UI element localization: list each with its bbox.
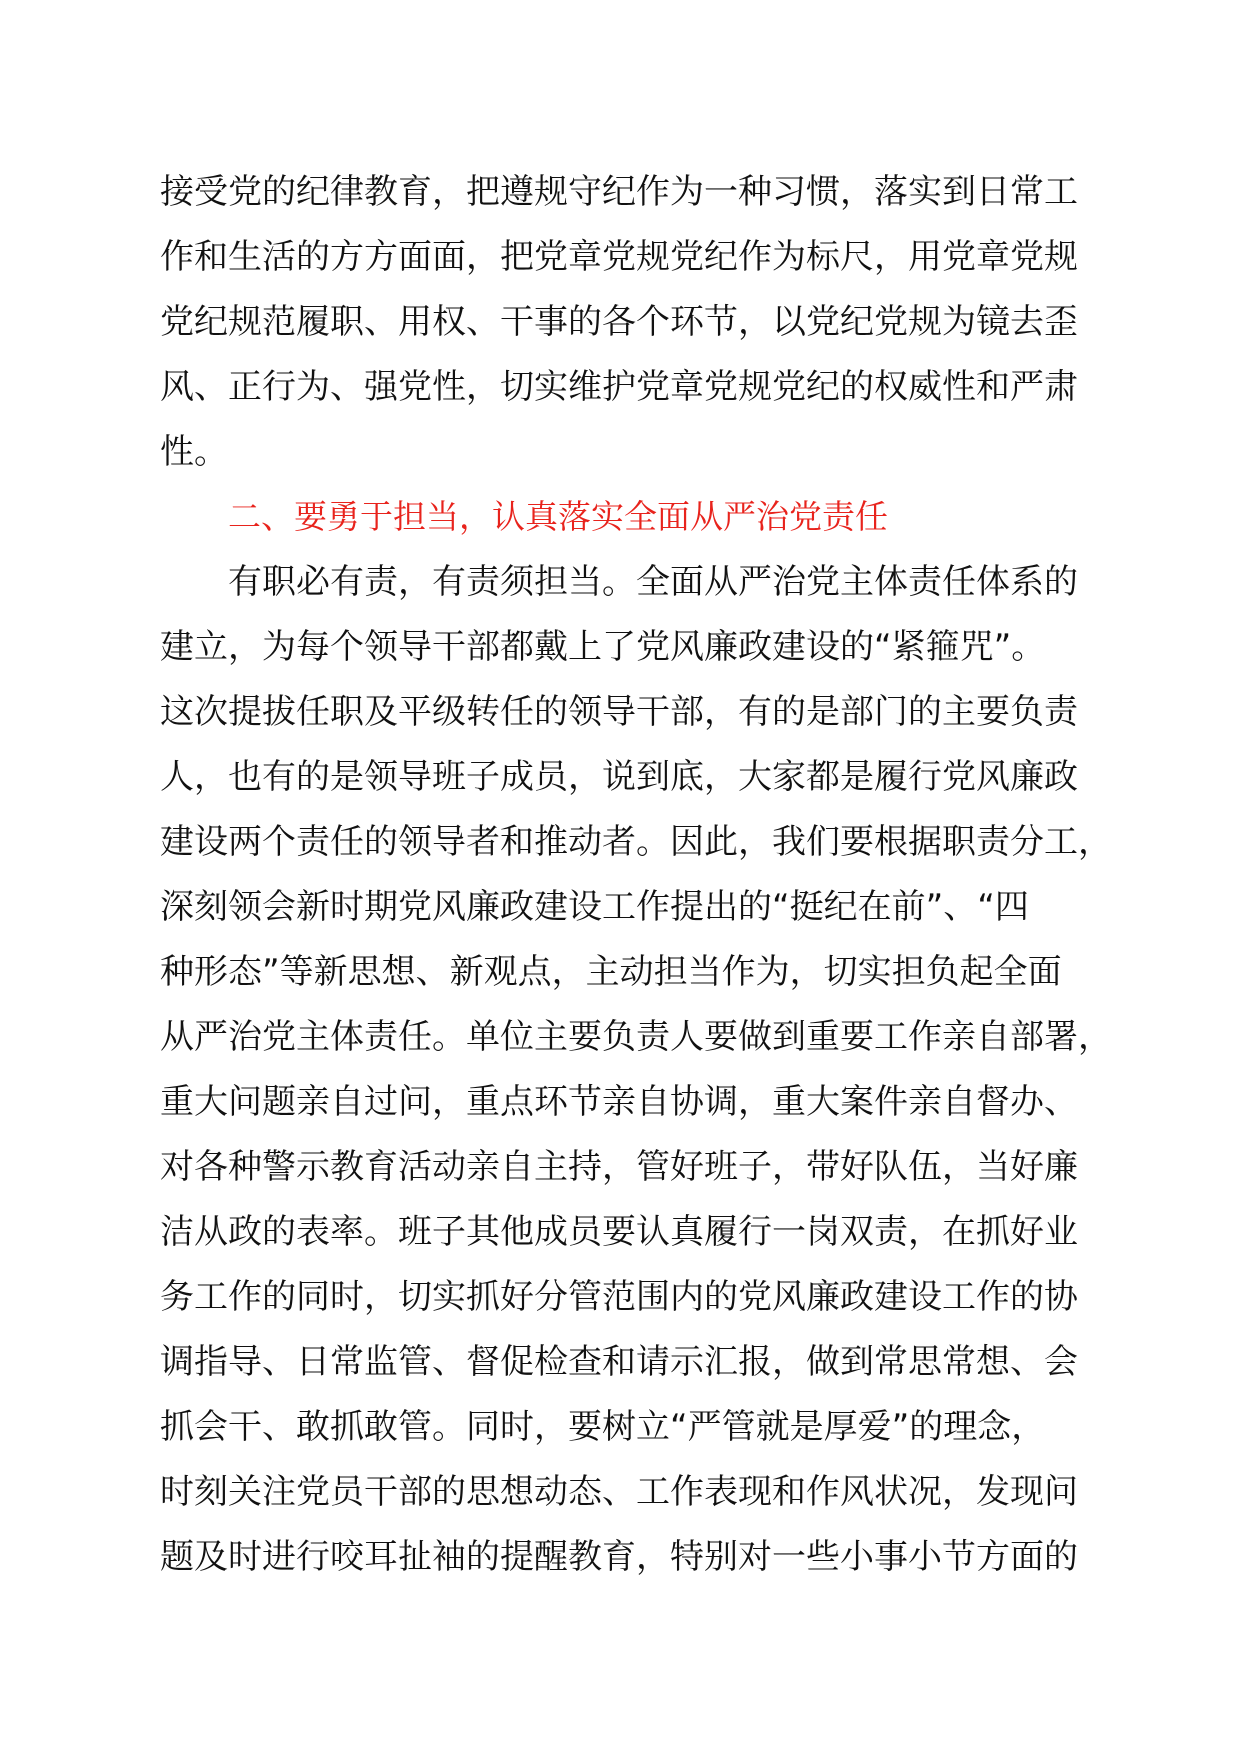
paragraph-2-line-12: 务工作的同时，切实抓好分管范围内的党风廉政建设工作的协 — [160, 1277, 1078, 1317]
paragraph-2-line-6: 深刻领会新时期党风廉政建设工作提出的“挺纪在前”、“四 — [160, 887, 1029, 927]
paragraph-2-line-10: 对各种警示教育活动亲自主持，管好班子，带好队伍，当好廉 — [160, 1147, 1078, 1187]
paragraph-2-line-16: 题及时进行咬耳扯袖的提醒教育，特别对一些小事小节方面的 — [160, 1537, 1078, 1577]
paragraph-2-line-5: 建设两个责任的领导者和推动者。因此，我们要根据职责分工， — [160, 822, 1112, 862]
paragraph-2-line-3: 这次提拔任职及平级转任的领导干部，有的是部门的主要负责 — [160, 692, 1078, 732]
paragraph-1-line-4: 风、正行为、强党性，切实维护党章党规党纪的权威性和严肃 — [160, 367, 1078, 407]
paragraph-2-line-7: 种形态”等新思想、新观点，主动担当作为，切实担负起全面 — [160, 952, 1062, 992]
paragraph-2-line-4: 人，也有的是领导班子成员，说到底，大家都是履行党风廉政 — [160, 757, 1078, 797]
paragraph-1-line-5: 性。 — [160, 432, 228, 472]
paragraph-2-line-13: 调指导、日常监管、督促检查和请示汇报，做到常思常想、会 — [160, 1342, 1078, 1382]
paragraph-2-line-14: 抓会干、敢抓敢管。同时，要树立“严管就是厚爱”的理念， — [160, 1407, 1046, 1447]
section-heading: 二、要勇于担当，认真落实全面从严治党责任 — [228, 497, 888, 536]
paragraph-2-line-2: 建立，为每个领导干部都戴上了党风廉政建设的“紧箍咒”。 — [160, 627, 1046, 667]
paragraph-2-line-1: 有职必有责，有责须担当。全面从严治党主体责任体系的 — [228, 562, 1078, 602]
paragraph-2-line-15: 时刻关注党员干部的思想动态、工作表现和作风状况，发现问 — [160, 1472, 1078, 1512]
paragraph-2-line-9: 重大问题亲自过问，重点环节亲自协调，重大案件亲自督办、 — [160, 1082, 1078, 1122]
paragraph-1-line-2: 作和生活的方方面面，把党章党规党纪作为标尺，用党章党规 — [160, 237, 1078, 277]
paragraph-2-line-11: 洁从政的表率。班子其他成员要认真履行一岗双责，在抓好业 — [160, 1212, 1078, 1252]
paragraph-1-line-1: 接受党的纪律教育，把遵规守纪作为一种习惯，落实到日常工 — [160, 172, 1078, 212]
paragraph-2-line-8: 从严治党主体责任。单位主要负责人要做到重要工作亲自部署， — [160, 1017, 1112, 1057]
paragraph-1-line-3: 党纪规范履职、用权、干事的各个环节，以党纪党规为镜去歪 — [160, 302, 1078, 342]
